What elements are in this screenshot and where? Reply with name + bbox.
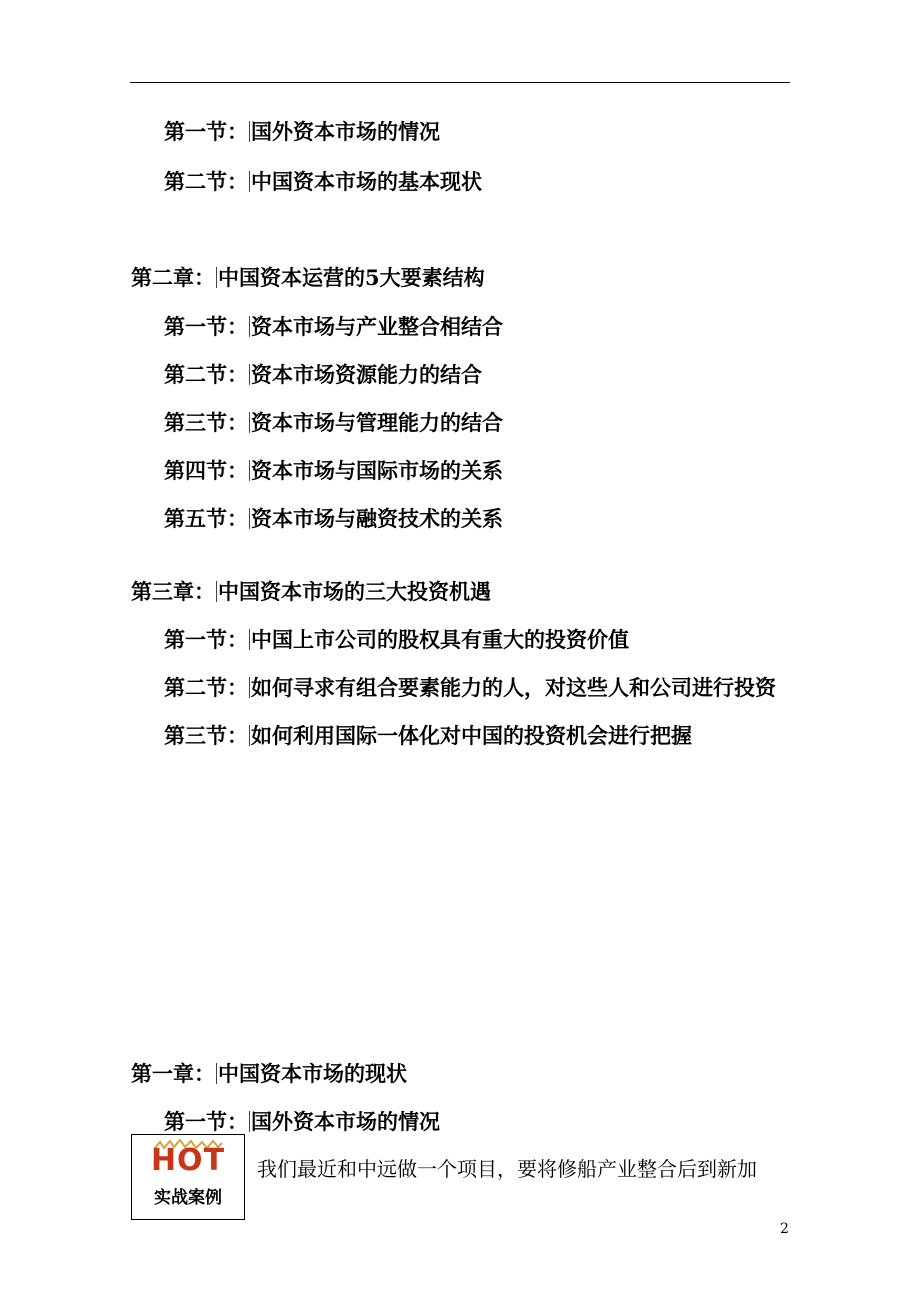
hot-label: HOT — [150, 1143, 226, 1178]
hot-case-badge — [131, 1134, 245, 1220]
toc-section: 第五节： 资本市场与融资技术的关系 — [164, 506, 503, 531]
chapter-heading: 第一章： 中国资本市场的现状 — [131, 1061, 407, 1086]
paragraph-text: 我们最近和中远做一个项目，要将修船产业整合后到新加 — [257, 1157, 757, 1181]
toc-section: 第四节： 资本市场与国际市场的关系 — [164, 458, 503, 483]
toc-section: 第一节： 中国上市公司的股权具有重大的投资价值 — [164, 627, 629, 652]
toc-section: 第一节： 国外资本市场的情况 — [164, 119, 440, 144]
header-rule — [130, 82, 790, 83]
toc-chapter: 第三章： 中国资本市场的三大投资机遇 — [131, 579, 491, 604]
toc-chapter: 第二章： 中国资本运营的5大要素结构 — [131, 265, 485, 290]
toc-section: 第二节： 资本市场资源能力的结合 — [164, 362, 482, 387]
toc-section: 第二节： 如何寻求有组合要素能力的人，对这些人和公司进行投资 — [164, 675, 776, 700]
toc-section: 第一节： 资本市场与产业整合相结合 — [164, 314, 503, 339]
toc-section: 第二节： 中国资本市场的基本现状 — [164, 169, 482, 194]
page-number: 2 — [780, 1221, 789, 1237]
case-label: 实战案例 — [154, 1188, 222, 1208]
section-heading: 第一节： 国外资本市场的情况 — [164, 1109, 440, 1134]
toc-section: 第三节： 如何利用国际一体化对中国的投资机会进行把握 — [164, 723, 692, 748]
toc-section: 第三节： 资本市场与管理能力的结合 — [164, 410, 503, 435]
